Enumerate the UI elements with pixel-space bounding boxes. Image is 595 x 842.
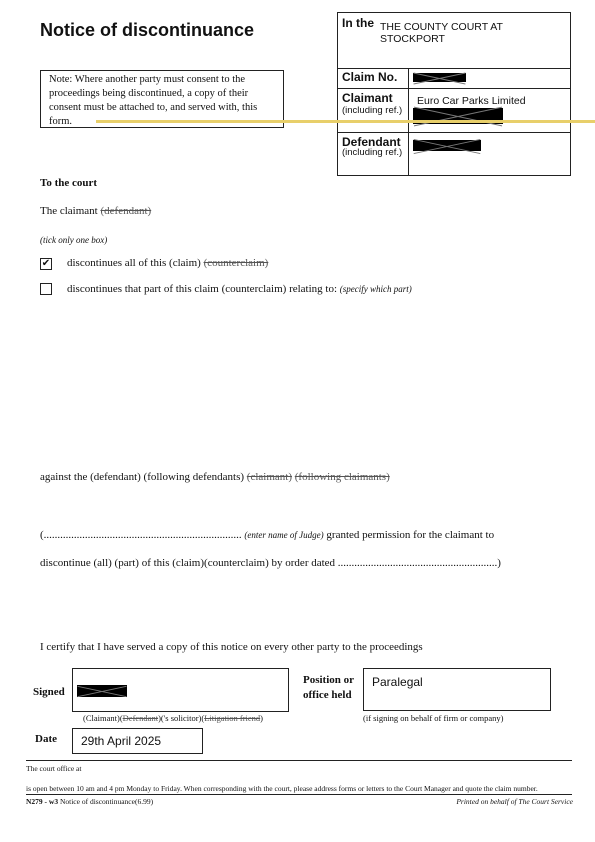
page-title: Notice of discontinuance [40,20,255,40]
signature-field[interactable] [72,668,289,712]
case-header-box [337,12,571,176]
signature-redaction [77,685,127,697]
date-label: Date [35,733,57,745]
role-struck-defendant: Defendant [122,713,159,723]
claimant-name: Euro Car Parks Limited [417,95,526,107]
form-code: N279 - w3 [26,797,59,806]
option1-struck: (counterclaim) [203,257,269,269]
signed-label: Signed [33,686,65,698]
judge-hint: (enter name of Judge) [244,530,324,540]
defendant-row [338,132,570,133]
claimant-line-struck: (defendant) [100,205,152,217]
permission-line-1 [40,529,494,541]
claimant-row [338,88,570,89]
in-the-label: In the [342,16,374,30]
form-code-line [26,797,153,806]
against-text: against the (defendant) (following defendants) [40,471,247,483]
date-field[interactable]: 29th April 2025 [72,728,203,754]
consent-note: Note: Where another party must consent to the proceedings being discontinued, a copy of their consent must be attached to, and served with, this form. [40,70,284,128]
discontinue-all-checkbox[interactable]: ✔ [41,258,51,269]
to-the-court-heading: To the court [40,177,98,189]
permission-line-2: discontinue (all) (part) of this (claim)(counterclaim) by order dated ..........................................................) [40,557,501,569]
option2-text: discontinues that part of this claim (counterclaim) relating to: [67,283,340,295]
opening-hours-text: is open between 10 am and 4 pm Monday to Friday. When corresponding with the court, please address forms or letters to the Court Manager and quote the claim number. [26,784,538,793]
court-name: THE COUNTY COURT AT STOCKPORT [380,21,503,45]
permission-text-a: (........................................................................ [40,529,245,541]
against-line [40,471,390,483]
claim-no-label: Claim No. [342,70,398,84]
role-suffix: ) [260,713,264,723]
signer-role [83,713,263,723]
highlight-stroke [96,120,595,123]
form-name: Notice of discontinuance(6.99) [59,797,154,806]
discontinue-part-checkbox[interactable] [40,283,52,295]
against-struck-following: (following claimants) [294,471,390,483]
option1-text: discontinues all of this (claim) [67,257,204,269]
discontinue-all-label [67,257,268,269]
claim-no-redaction [413,73,466,82]
role-struck-litigation: Litigation friend [204,713,261,723]
against-struck-claimant: (claimant) [246,471,292,483]
position-field[interactable]: Paralegal [363,668,551,711]
defendant-sub-label: (including ref.) [342,147,403,158]
claimant-sub-label: (including ref.) [342,105,403,116]
defendant-label: Defendant [342,135,401,149]
discontinue-part-label [67,283,412,295]
permission-text-b: granted permission for the claimant to [323,529,495,541]
certify-statement: I certify that I have served a copy of this notice on every other party to the proceedings [40,641,423,653]
court-office-text: The court office at [26,764,82,773]
position-label: Position or office held [303,674,354,701]
option2-hint: (specify which part) [339,284,412,294]
defendant-redaction [413,140,481,151]
claimant-line [40,205,151,217]
printed-by: Printed on behalf of The Court Service [456,797,573,806]
claimant-line-text: The claimant [40,205,101,217]
claimant-label: Claimant [342,91,393,105]
tick-hint: (tick only one box) [40,235,108,245]
role-mid: )('s solicitor)( [158,713,205,723]
position-hint: (if signing on behalf of firm or company) [363,713,504,723]
footer-rule-bottom [26,794,572,795]
role-prefix: (Claimant)( [83,713,123,723]
footer-rule-top [26,760,572,761]
claim-no-row [338,68,570,69]
